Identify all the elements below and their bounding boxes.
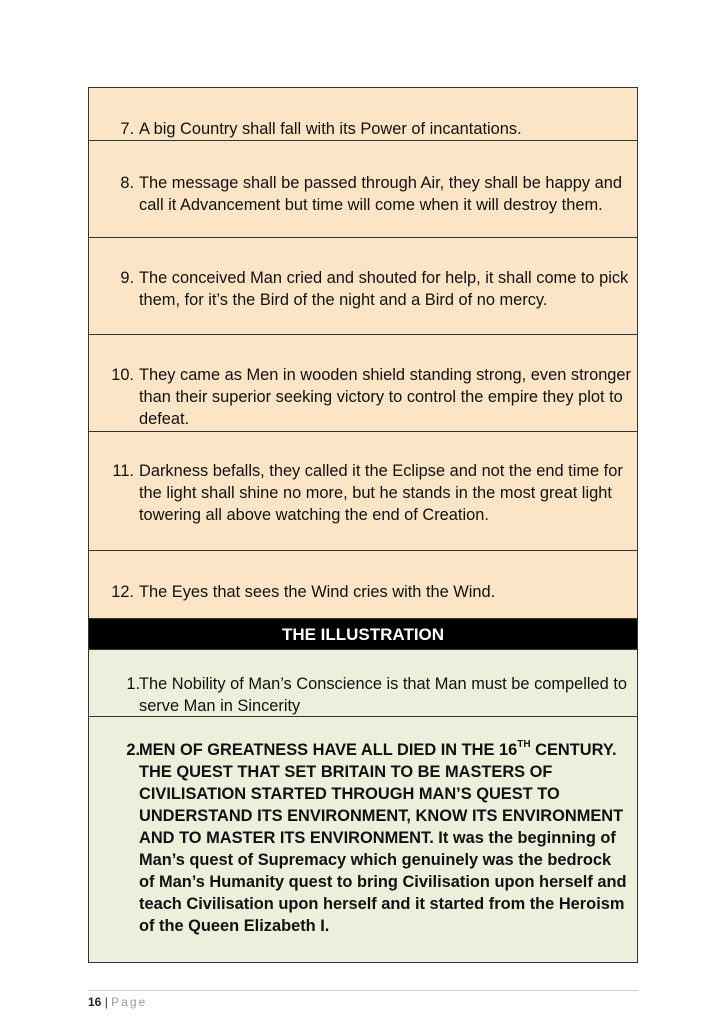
item-number: 12. bbox=[111, 583, 134, 601]
table-row bbox=[89, 141, 637, 238]
text-part: MEN OF GREATNESS HAVE ALL DIED IN THE 16 bbox=[139, 741, 518, 759]
item-number: 1. bbox=[126, 675, 140, 693]
text-part: CENTURY. THE QUEST THAT SET BRITAIN TO BE MASTERS OF CIVILISATION STARTED THROUGH MAN’S QUEST TO UNDERSTAND ITS ENVIRONMENT, KNOW ITS ENVIRONMENT AND TO MASTER ITS ENVIRONMENT. It was the beginning of Man’s quest of Supremacy which genuinely was the bedrock of Man’s Humanity quest to bring Civilisation upon herself and teach Civilisation upon herself and it started from the Heroism of the Queen Elizabeth I. bbox=[139, 741, 627, 935]
table-row bbox=[89, 88, 637, 141]
item-text: The conceived Man cried and shouted for help, it shall come to pick them, for it’s the Bird of the night and a Bird of no mercy. bbox=[139, 269, 629, 309]
table-row bbox=[89, 432, 637, 551]
table-row bbox=[89, 717, 637, 962]
superscript: TH bbox=[517, 738, 531, 750]
item-text: Darkness befalls, they called it the Eclipse and not the end time for the light shall shine no more, but he stands in the most great light towering all above watching the end of Creation. bbox=[139, 462, 623, 524]
table-row bbox=[89, 551, 637, 619]
item-number: 9. bbox=[120, 269, 134, 287]
item-text: The Eyes that sees the Wind cries with the Wind. bbox=[139, 583, 496, 601]
table-row bbox=[89, 650, 637, 717]
item-text: They came as Men in wooden shield standing strong, even stronger than their superior seeking victory to control the empire they plot to defeat. bbox=[139, 366, 631, 428]
item-text: The Nobility of Man’s Conscience is that Man must be compelled to serve Man in Sincerity bbox=[139, 675, 628, 715]
item-number: 7. bbox=[120, 120, 134, 138]
page-footer bbox=[88, 990, 638, 1009]
item-text: The message shall be passed through Air, they shall be happy and call it Advancement but time will come when it will destroy them. bbox=[139, 174, 622, 214]
item-number: 2. bbox=[126, 741, 140, 759]
section-heading: THE ILLUSTRATION bbox=[89, 619, 637, 650]
item-text: A big Country shall fall with its Power of incantations. bbox=[139, 120, 522, 138]
item-number: 10. bbox=[111, 366, 134, 384]
footer-separator: | bbox=[104, 995, 108, 1009]
item-text bbox=[139, 739, 631, 937]
item-number: 8. bbox=[120, 174, 134, 192]
page-number: 16 bbox=[88, 995, 102, 1009]
prophecy-table bbox=[88, 87, 638, 963]
page-label: Page bbox=[111, 995, 148, 1009]
table-row bbox=[89, 335, 637, 432]
table-row bbox=[89, 238, 637, 335]
item-number: 11. bbox=[112, 462, 134, 480]
